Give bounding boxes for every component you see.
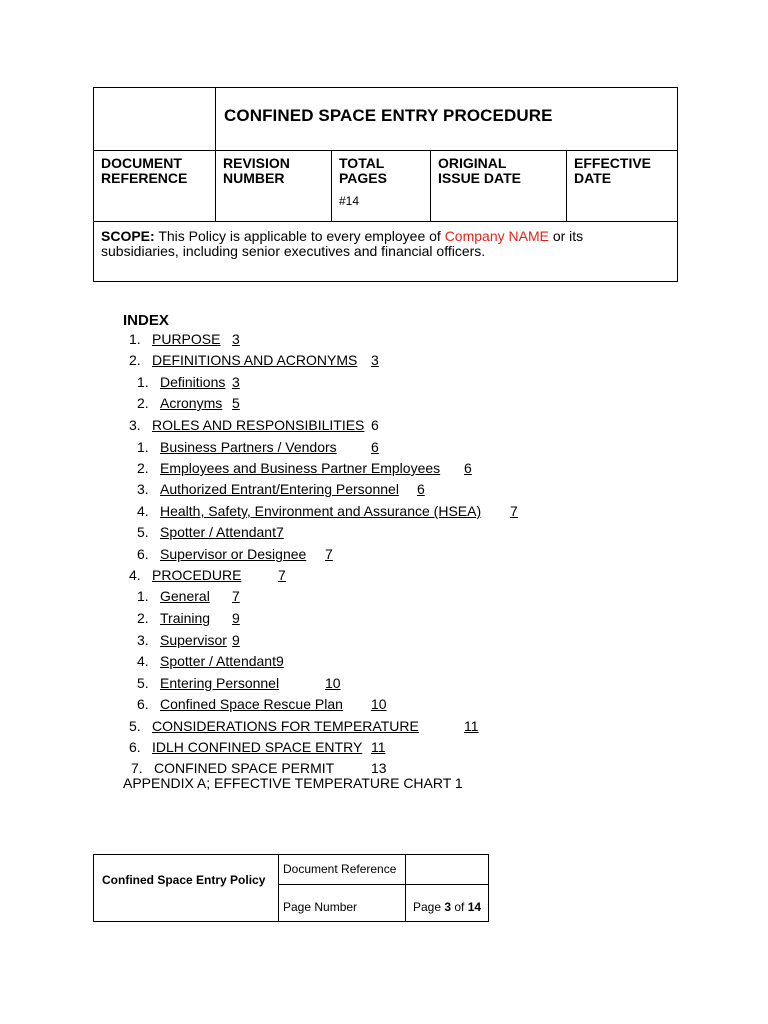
total-pages-value: #14 (339, 194, 360, 208)
scope-statement: SCOPE: This Policy is applicable to every employee of Company NAME or its subsidiaries, including senior executives and financial officers. (101, 228, 584, 259)
footer-table (93, 854, 489, 922)
divider (566, 150, 567, 222)
divider (405, 855, 406, 921)
divider (215, 88, 216, 222)
footer-policy-name: Confined Space Entry Policy (102, 873, 266, 887)
footer-document-reference-label: Document Reference (283, 862, 397, 876)
scope-label: SCOPE: (101, 228, 155, 244)
original-issue-date-label: ORIGINAL ISSUE DATE (438, 155, 521, 186)
document-title: CONFINED SPACE ENTRY PROCEDURE (224, 106, 553, 125)
footer-page-number-label: Page Number (283, 900, 358, 914)
divider (94, 150, 677, 151)
effective-date-label: EFFECTIVE DATE (574, 155, 652, 186)
company-name: Company NAME (444, 228, 549, 244)
revision-number-label: REVISION NUMBER (223, 155, 290, 186)
divider (430, 150, 431, 222)
divider (278, 855, 279, 921)
footer-page-number-value: Page 3 of 14 (413, 900, 482, 914)
divider (278, 884, 488, 885)
document-header-table (93, 87, 678, 282)
total-pages-label: TOTAL PAGES (339, 155, 387, 186)
divider (94, 221, 677, 222)
document-reference-label: DOCUMENT REFERENCE (101, 155, 188, 186)
toc-entry-appendix-a: APPENDIX A; EFFECTIVE TEMPERATURE CHART 1 (123, 775, 463, 791)
divider (331, 150, 332, 222)
index-heading: INDEX (123, 312, 169, 329)
